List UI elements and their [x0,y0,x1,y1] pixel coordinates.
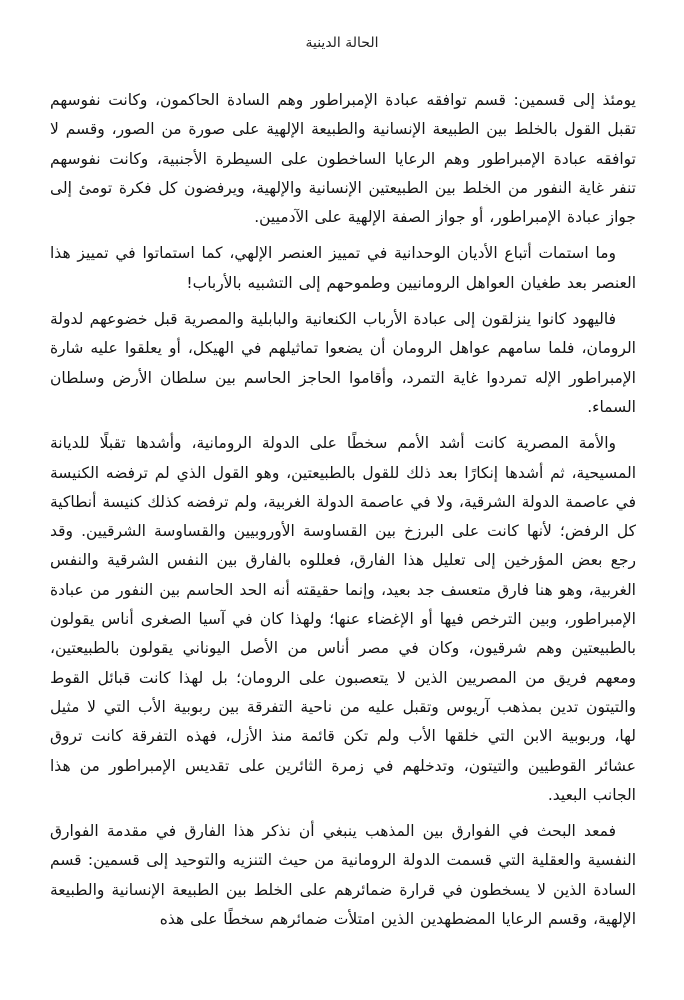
running-header: الحالة الدينية [305,35,379,51]
paragraph: فاليهود كانوا ينزلقون إلى عبادة الأرباب الكنعانية والبابلية والمصرية قبل خضوعهم لدولة الرومان، فلما سامهم عواهل الرومان أن يضعوا تماثيلهم في الهيكل، أو يعلقوا عليه شارة الإمبراطور الإله تمردوا غاية التمرد، وأقاموا الحاجز الحاسم بين سلطان الأرض وسلطان السماء. [50,310,636,416]
paragraph: وما استمات أتباع الأديان الوحدانية في تمييز العنصر الإلهي، كما استماتوا في تمييز هذا العنصر بعد طغيان العواهل الرومانيين وطموحهم إلى التشبيه بالأرباب! [50,244,636,292]
body-text [50,86,636,941]
paragraph: فمعد البحث في الفوارق بين المذهب ينبغي أن نذكر هذا الفارق في مقدمة الفوارق النفسية والعقلية التي قسمت الدولة الرومانية من حيث التنزيه والتوحيد إلى قسمين: قسم السادة الذين لا يسخطون في قرارة ضمائرهم على الخلط بين الطبيعة الإنسانية والطبيعة الإلهية، وقسم الرعايا المضطهدين الذين امتلأت ضمائرهم سخطًا على هذه [50,822,636,929]
paragraph: يومئذ إلى قسمين: قسم توافقه عبادة الإمبراطور وهم السادة الحاكمون، وكانت نفوسهم تقبل القول بالخلط بين الطبيعة الإنسانية والطبيعة الإلهية على صورة من الصور، وقسم لا توافقه عبادة الإمبراطور وهم الرعايا الساخطون على السيطرة الأجنبية، وكانت نفوسهم تنفر غاية النفور من الخلط بين الطبيعتين الإنسانية والإلهية، ويرفضون كل فكرة تومئ إلى جواز عبادة الإمبراطور، أو جواز الصفة الإلهية على الآدميين. [50,91,636,227]
paragraph: والأمة المصرية كانت أشد الأمم سخطًا على الدولة الرومانية، وأشدها تقبلًا للديانة المسيحية، ثم أشدها إنكارًا بعد ذلك للقول بالطبيعتين، وهو القول الذي لم ترفضه الكنيسة في عاصمة الدولة الشرقية، ولا في عاصمة الدولة الغربية، ولم ترفضه كذلك كنيسة أنطاكية كل الرفض؛ لأنها كانت على البرزخ بين القساوسة الأوروبيين والقساوسة الشرقيين. وقد رجع بعض المؤرخين إلى تعليل هذا الفارق، فعللوه بالفارق بين النفس الشرقية والنفس الغربية، وهو هنا فارق متعسف جد بعيد، وإنما حقيقته أنه الحد الحاسم بين النفور من عبادة الإمبراطور، وبين الترخص فيها أو الإغضاء عنها؛ ولهذا كان في آسيا الصغرى أناس يقولون بالطبيعتين وهم شرقيون، وكان في مصر أناس من الأصل اليوناني يقولون بالطبيعتين، ومعهم فريق من المصريين الذين لا يتعصبون على الرومان؛ بل لهذا كانت قبائل القوط والتيتون تدين بمذهب آريوس وتقبل عليه من ناحية التفرقة بين ربوبية الأب التي لا مثيل لها، وربوبية الابن التي خلقها الأب ولم تكن قائمة منذ الأزل، فهذه التفرقة كانت تروق عشائر القوطيين والتيتون، وتدخلهم في زمرة الثائرين على تقديس الإمبراطور من هذا الجانب البعيد. [50,434,636,804]
